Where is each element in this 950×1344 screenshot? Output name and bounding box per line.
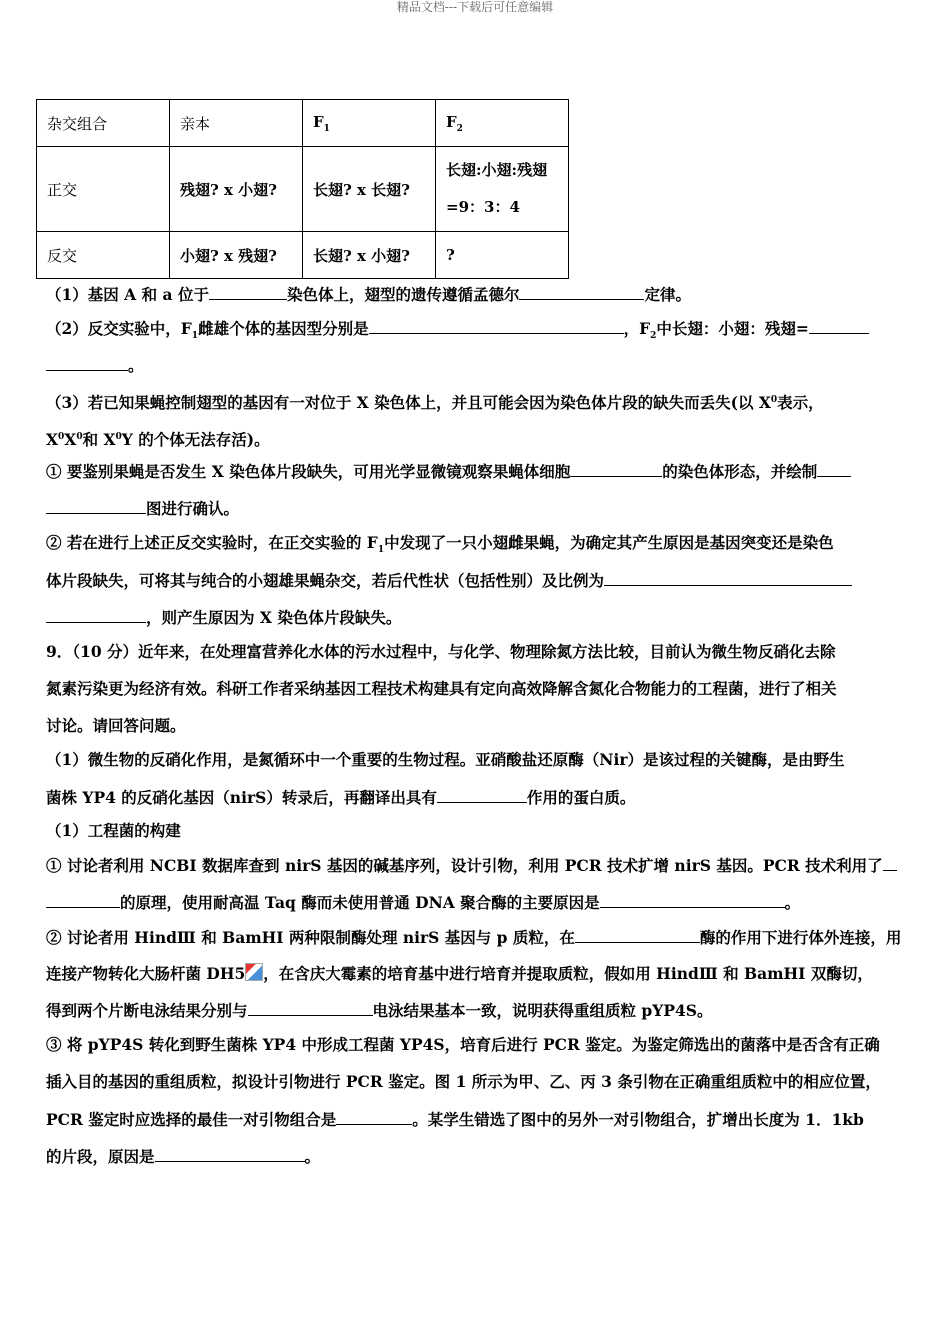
- question-3-2-line: ② 若在进行上述正反交实验时，在正交实验的 $F_1$中发现了一只小翅雌果蝇，为确定其产生原因是基因突变还是染色: [46, 533, 834, 556]
- table-cell: ?: [436, 232, 569, 279]
- question-9-part-2-title: （1）工程菌的构建: [46, 821, 181, 840]
- table-row: [37, 232, 569, 279]
- answer-blank[interactable]: [437, 787, 527, 803]
- table-header-cell: $F_1$: [303, 100, 436, 147]
- answer-blank[interactable]: [519, 284, 644, 300]
- question-3-1-line: ① 要鉴别果蝇是否发生 X 染色体片段缺失，可用光学显微镜观察果蝇体细胞 的染色体形态，并绘制: [46, 461, 851, 482]
- answer-blank[interactable]: [604, 570, 852, 586]
- answer-blank[interactable]: [817, 461, 851, 477]
- answer-blank[interactable]: [600, 892, 785, 908]
- table-header-cell: 杂交组合: [37, 100, 170, 147]
- answer-blank[interactable]: [369, 318, 624, 334]
- table-cell: 反交: [37, 232, 170, 279]
- question-3-2-line-cont2: ，则产生原因为 X 染色体片段缺失。: [46, 607, 401, 628]
- answer-blank[interactable]: [248, 1000, 373, 1016]
- question-9-s3-cont2: PCR 鉴定时应选择的最佳一对引物组合是 。某学生错选了图中的另外一对引物组合，扩增出长度为 1．1kb: [46, 1110, 864, 1129]
- broken-image-icon: [245, 963, 263, 981]
- answer-blank[interactable]: [883, 855, 897, 871]
- question-3-2-line-cont: 体片段缺失，可将其与纯合的小翅雄果蝇杂交，若后代性状（包括性别）及比例为: [46, 570, 852, 591]
- table-cell: 长翅? x 长翅?: [303, 147, 436, 232]
- table-header-cell: 亲本: [170, 100, 303, 147]
- question-2-line-cont: 。: [46, 355, 144, 376]
- table-header-cell: $F_2$: [436, 100, 569, 147]
- question-3-line-cont: $X^0X^0$和 $X^0Y$ 的个体无法存活)。: [46, 430, 270, 450]
- question-9-s2-cont2: 得到两个片断电泳结果分别与 电泳结果基本一致，说明获得重组质粒 pYP4S。: [46, 1001, 713, 1020]
- table-cell: 长翅? x 小翅?: [303, 232, 436, 279]
- answer-blank[interactable]: [46, 892, 120, 908]
- question-9-s1: ① 讨论者利用 NCBI 数据库查到 nirS 基因的碱基序列，设计引物，利用 PCR 技术扩增 nirS 基因。PCR 技术利用了: [46, 855, 897, 876]
- question-9-line-1: 9．（10 分）近年来，在处理富营养化水体的污水过程中，与化学、物理除氮方法比较，目前认为微生物反硝化去除: [46, 642, 836, 661]
- question-9-s3: ③ 将 pYP4S 转化到野生菌株 YP4 中形成工程菌 YP4S，培育后进行 PCR 鉴定。为鉴定筛选出的菌落中是否含有正确: [46, 1035, 880, 1054]
- answer-blank[interactable]: [46, 498, 146, 514]
- answer-blank[interactable]: [809, 318, 869, 334]
- question-2-line: （2）反交实验中，$F_1$雌雄个体的基因型分别是 ，$F_2$中长翅：小翅：残翅=: [46, 318, 869, 346]
- answer-blank[interactable]: [336, 1109, 412, 1125]
- answer-blank[interactable]: [46, 355, 128, 371]
- question-9-line-3: 讨论。请回答问题。: [46, 716, 186, 735]
- question-3-1-line-cont: 图进行确认。: [46, 498, 239, 519]
- answer-blank[interactable]: [570, 461, 662, 477]
- answer-blank[interactable]: [575, 927, 700, 943]
- cross-table: [36, 99, 569, 279]
- question-9-s1-cont: 的原理，使用耐高温 Taq 酶而未使用普通 DNA 聚合酶的主要原因是 。: [46, 892, 800, 913]
- table-cell: 长翅:小翅:残翅 =9：3：4: [436, 147, 569, 232]
- table-cell: 残翅? x 小翅?: [170, 147, 303, 232]
- question-9-s3-cont3: 的片段，原因是 。: [46, 1147, 321, 1166]
- question-9-part-1-cont: 菌株 YP4 的反硝化基因（nirS）转录后，再翻译出具有 作用的蛋白质。: [46, 788, 636, 807]
- page-header: 精品文档---下载后可任意编辑: [396, 0, 554, 14]
- table-cell: 小翅? x 残翅?: [170, 232, 303, 279]
- table-header-row: [37, 100, 569, 147]
- answer-blank[interactable]: [209, 284, 287, 300]
- table-row: [37, 147, 569, 232]
- question-1-line: （1）基因 A 和 a 位于 染色体上，翅型的遗传遵循孟德尔 定律。: [46, 285, 691, 304]
- question-9-s2-cont: 连接产物转化大肠杆菌 DH5 ，在含庆大霉素的培育基中进行培育并提取质粒，假如用 HindⅢ 和 BamHI 双酶切，: [46, 964, 873, 983]
- answer-blank[interactable]: [46, 607, 146, 623]
- question-3-line: （3）若已知果蝇控制翅型的基因有一对位于 X 染色体上，并且可能会因为染色体片段的缺失而丢失(以 $X^0$表示，: [46, 393, 824, 413]
- table-cell: 正交: [37, 147, 170, 232]
- question-9-part-1: （1）微生物的反硝化作用，是氮循环中一个重要的生物过程。亚硝酸盐还原酶（Nir）是该过程的关键酶，是由野生: [46, 750, 845, 769]
- question-9-s2: ② 讨论者用 HindⅢ 和 BamHI 两种限制酶处理 nirS 基因与 p 质粒，在 酶的作用下进行体外连接，用: [46, 928, 902, 947]
- question-9-s3-cont: 插入目的基因的重组质粒，拟设计引物进行 PCR 鉴定。图 1 所示为甲、乙、丙 3 条引物在正确重组质粒中的相应位置，: [46, 1072, 881, 1091]
- answer-blank[interactable]: [155, 1146, 305, 1162]
- question-9-line-2: 氮素污染更为经济有效。科研工作者采纳基因工程技术构建具有定向高效降解含氮化合物能力的工程菌，进行了相关: [46, 679, 837, 698]
